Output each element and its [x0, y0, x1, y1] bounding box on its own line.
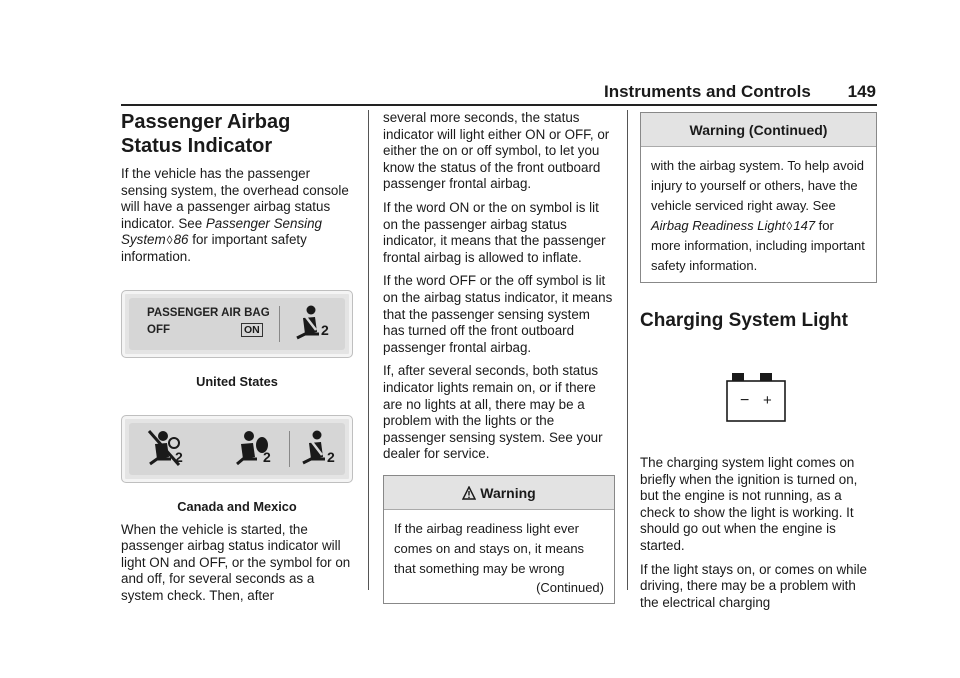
indicator-panel: [129, 298, 345, 350]
off-label: OFF: [147, 323, 170, 336]
body-paragraph: If the light stays on, or comes on while driving, there may be a problem with the electrical charging: [640, 561, 868, 610]
panel-divider: [279, 306, 280, 342]
on-label: ON: [241, 323, 263, 337]
charging-system-figure: [640, 355, 877, 445]
battery-icon: [726, 373, 788, 423]
warning-body: [384, 510, 614, 603]
body-paragraph: If, after several seconds, both status indicator lights remain on, or if there are no lights at all, there may be a problem with the lights or the passenger sensing system. See your dealer for service.: [383, 363, 603, 462]
seat-position-number: 2: [263, 448, 271, 465]
warning-header: [384, 476, 614, 510]
warning-continued-box: [640, 112, 877, 283]
column-divider: [627, 110, 628, 590]
body-paragraph: several more seconds, the status indicator will light either ON or OFF, or either the on or off symbol, to let you know the status of the front outboard passenger frontal airbag.: [383, 110, 610, 192]
airbag-indicator-canada-mexico-figure: [121, 415, 353, 483]
header-rule: [121, 104, 877, 106]
panel-divider: [289, 431, 290, 467]
body-paragraph: If the word ON or the on symbol is lit on the passenger airbag status indicator, it means that the passenger frontal airbag is allowed to inflate.: [383, 199, 606, 265]
column-3: [640, 110, 877, 618]
column-2: [383, 110, 615, 604]
page-number: 149: [847, 82, 876, 101]
page-ref-arrow-icon: ◊: [786, 219, 793, 233]
warning-triangle-icon: [462, 486, 476, 500]
page-ref-arrow-icon: ◊: [166, 233, 173, 248]
figure-caption-canada-mexico: Canada and Mexico: [177, 498, 297, 514]
warning-continued-text: with the airbag system. To help avoid injury to yourself or others, have the vehicle serviced right away. See Airbag Readiness Light◊147 for more information, including important safety information.: [651, 158, 865, 273]
xref-airbag-readiness-light[interactable]: Airbag Readiness Light◊147: [651, 218, 816, 233]
warning-title: Warning: [480, 484, 536, 501]
seat-position-number: 2: [327, 448, 335, 465]
section-heading-charging-system: Charging System Light: [640, 310, 848, 331]
airbag-indicator-us-figure: [121, 290, 353, 358]
continued-label: (Continued): [536, 579, 604, 595]
body-paragraph: When the vehicle is started, the passenger airbag status indicator will light ON and OFF, or the symbol for on and off, for several seconds as a system check. Then, after: [121, 521, 351, 603]
passenger-air-bag-label: PASSENGER AIR BAG: [147, 306, 270, 319]
figure-caption-us: United States: [196, 373, 278, 389]
body-paragraph: If the word OFF or the off symbol is lit on the airbag status indicator, it means that the passenger sensing system has turned off the front outboard passenger frontal airbag.: [383, 273, 613, 355]
indicator-panel: [129, 423, 345, 475]
warning-body: [641, 147, 876, 282]
intro-paragraph: If the vehicle has the passenger sensing system, the overhead console will have a passenger airbag status indicator. See Passenger Sensing System◊86 for important safety information.: [121, 166, 349, 264]
body-paragraph: The charging system light comes on briefly when the ignition is turned on, but the engine is not running, as a check to show the light is working. It should go out when the engine is started.: [640, 455, 858, 553]
xref-passenger-sensing-system[interactable]: Passenger Sensing System◊86: [121, 215, 323, 248]
warning-text: If the airbag readiness light ever comes on and stays on, it means that something may be wrong: [394, 520, 585, 576]
seat-position-number: 2: [321, 321, 329, 338]
passenger-seat-belt-icon: [299, 429, 329, 467]
seat-position-number: 2: [175, 448, 183, 465]
passenger-seat-belt-icon: [293, 304, 323, 342]
section-title: Instruments and Controls: [604, 82, 811, 101]
section-heading-airbag-status: Passenger Airbag Status Indicator: [121, 111, 291, 157]
battery-plus-sign: +: [763, 392, 772, 409]
column-divider: [368, 110, 369, 590]
warning-continued-header: Warning (Continued): [641, 113, 876, 147]
battery-minus-sign: −: [740, 392, 750, 409]
warning-box: [383, 475, 615, 604]
column-1: [121, 110, 353, 612]
